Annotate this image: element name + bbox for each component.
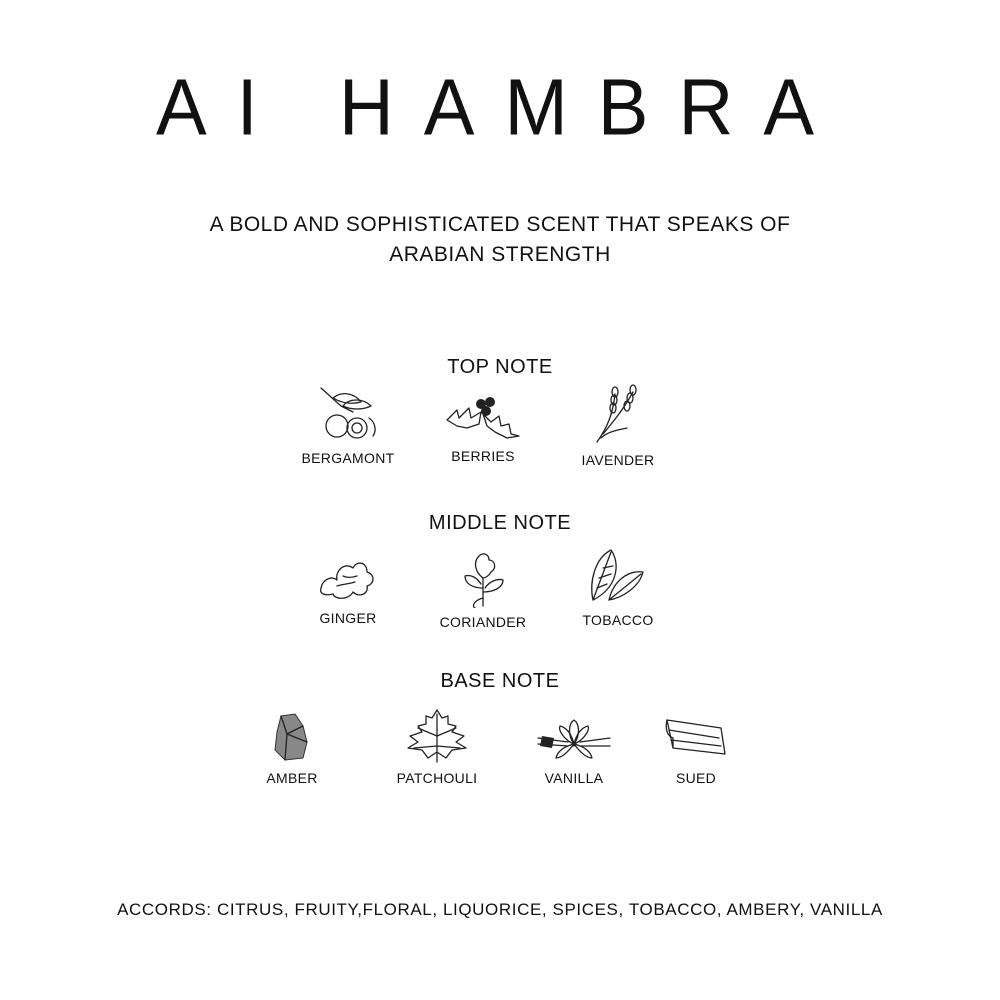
middle-note-item-ginger (278, 554, 418, 626)
top-note-item-berries (413, 392, 553, 464)
suede-icon (661, 714, 731, 764)
patchouli-icon (402, 706, 472, 764)
base-note-item-label: VANILLA (544, 770, 604, 786)
tagline-line-1: A BOLD AND SOPHISTICATED SCENT THAT SPEAKS OF (209, 213, 791, 236)
middle-note-title: MIDDLE NOTE (428, 512, 572, 534)
top-note-item-lavender (548, 384, 688, 468)
middle-note-item-label: GINGER (319, 610, 377, 626)
top-note-item-label: BERGAMONT (301, 450, 395, 466)
base-note-item-vanilla (504, 718, 644, 786)
brand-title: AI HAMBRA (155, 62, 845, 153)
base-note-title: BASE NOTE (440, 670, 560, 692)
top-note-title: TOP NOTE (447, 356, 553, 378)
top-note-item-bergamot (278, 384, 418, 466)
tobacco-leaf-icon (583, 546, 653, 606)
bergamot-icon (313, 384, 383, 444)
base-note-item-patchouli (367, 706, 507, 786)
amber-icon (267, 712, 317, 764)
top-note-item-label: BERRIES (451, 448, 515, 464)
base-note-item-label: SUED (675, 770, 717, 786)
coriander-icon (453, 548, 513, 608)
berries-icon (443, 392, 523, 442)
middle-note-item-tobacco (548, 546, 688, 628)
base-note-item-amber (222, 712, 362, 786)
tagline-line-2: ARABIAN STRENGTH (389, 243, 611, 266)
ginger-icon (313, 554, 383, 604)
vanilla-icon (534, 718, 614, 764)
base-note-item-suede (626, 714, 766, 786)
middle-note-item-label: CORIANDER (439, 614, 527, 630)
middle-note-item-coriander (413, 548, 553, 630)
base-note-item-label: AMBER (266, 770, 318, 786)
accords-line: ACCORDS: CITRUS, FRUITY,FLORAL, LIQUORICE, SPICES, TOBACCO, AMBERY, VANILLA (117, 900, 883, 919)
top-note-item-label: IAVENDER (581, 452, 655, 468)
tagline (200, 210, 800, 270)
lavender-icon (583, 384, 653, 446)
base-note-item-label: PATCHOULI (396, 770, 478, 786)
middle-note-item-label: TOBACCO (582, 612, 654, 628)
